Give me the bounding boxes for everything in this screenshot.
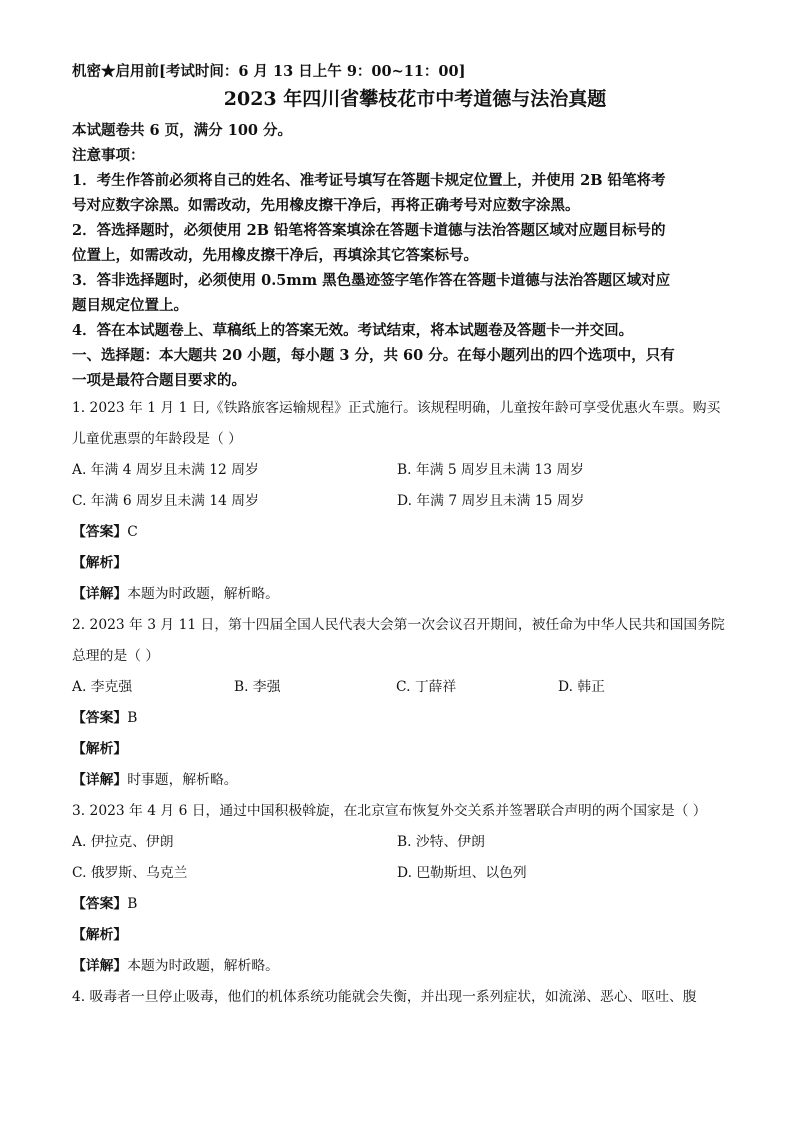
options-row [72,455,722,486]
option-a: A. 年满 4 周岁且未满 12 周岁 [72,462,259,478]
option-d: D. 巴勒斯坦、以色列 [397,865,527,881]
answer-value: B [127,896,138,912]
analysis-line [72,920,722,951]
note-1-line-2: 号对应数字涂黑。如需改动，先用橡皮擦干净后，再将正确考号对应数字涂黑。 [72,197,580,214]
detail-text: 时事题，解析略。 [127,772,238,788]
options-row [72,486,722,517]
note-2-line-2: 位置上，如需改动，先用橡皮擦干净后，再填涂其它答案标号。 [72,247,478,264]
option-a: A. 伊拉克、伊朗 [72,834,174,850]
analysis-label: 【解析】 [72,741,128,757]
answer-line [72,517,722,548]
option-b: B. 李强 [234,679,281,695]
detail-label: 【详解】 [72,772,128,788]
option-b: B. 年满 5 周岁且未满 13 周岁 [397,462,584,478]
notice-title: 注意事项： [72,147,145,164]
option-a: A. 李克强 [72,679,133,695]
options-row [72,827,722,858]
detail-line [72,765,722,796]
note-3-line-1: 3．答非选择题时，必须使用 0.5mm 黑色墨迹签字笔作答在答题卡道德与法治答题区域对应 [72,272,671,289]
option-c: C. 俄罗斯、乌克兰 [72,865,188,881]
detail-text: 本题为时政题，解析略。 [127,958,279,974]
confidential-header: 机密★启用前[考试时间：6 月 13 日上午 9：00~11：00] [72,63,466,80]
answer-line [72,703,722,734]
detail-text: 本题为时政题，解析略。 [127,586,279,602]
question-stem-line-1: 2. 2023 年 3 月 11 日，第十四届全国人民代表大会第一次会议召开期间，被任命为中华人民共和国国务院 [72,617,725,633]
option-d: D. 韩正 [558,679,605,695]
question-stem-line-1: 4. 吸毒者一旦停止吸毒，他们的机体系统功能就会失衡，并出现一系列症状，如流涕、恶心、呕吐、腹 [72,989,697,1005]
question-4 [72,982,722,1013]
question-1 [72,393,722,610]
answer-value: B [127,710,138,726]
detail-label: 【详解】 [72,958,128,974]
answer-label: 【答案】 [72,524,128,540]
note-1-line-1: 1．考生作答前必须将自己的姓名、准考证号填写在答题卡规定位置上，并使用 2B 铅笔将考 [72,172,666,189]
analysis-line [72,734,722,765]
question-stem-line-2: 总理的是（ ） [72,648,160,664]
question-stem-line-1: 3. 2023 年 4 月 6 日，通过中国积极斡旋，在北京宣布恢复外交关系并签署联合声明的两个国家是（ ） [72,803,707,819]
option-d: D. 年满 7 周岁且未满 15 周岁 [397,493,585,509]
answer-line [72,889,722,920]
question-2 [72,610,725,796]
analysis-line [72,548,722,579]
question-stem-line-1: 1. 2023 年 1 月 1 日,《铁路旅客运输规程》正式施行。该规程明确，儿童按年龄可享受优惠火车票。购买 [72,400,721,416]
exam-page [72,60,725,1013]
question-3 [72,796,722,982]
note-2-line-1: 2．答选择题时，必须使用 2B 铅笔将答案填涂在答题卡道德与法治答题区域对应题目标号的 [72,222,666,239]
answer-label: 【答案】 [72,710,128,726]
option-b: B. 沙特、伊朗 [397,834,485,850]
page-title: 2023 年四川省攀枝花市中考道德与法治真题 [223,88,607,110]
detail-line [72,579,722,610]
options-row [72,858,722,889]
section-heading-line-2: 一项是最符合题目要求的。 [72,372,246,389]
note-4: 4．答在本试题卷上、草稿纸上的答案无效。考试结束，将本试题卷及答题卡一并交回。 [72,322,634,339]
option-c: C. 年满 6 周岁且未满 14 周岁 [72,493,259,509]
answer-label: 【答案】 [72,896,128,912]
detail-label: 【详解】 [72,586,128,602]
detail-line [72,951,722,982]
options-row [72,672,722,703]
analysis-label: 【解析】 [72,555,128,571]
analysis-label: 【解析】 [72,927,128,943]
note-3-line-2: 题目规定位置上。 [72,297,188,314]
option-c: C. 丁薛祥 [396,679,457,695]
page-count-note: 本试题卷共 6 页，满分 100 分。 [72,122,293,139]
answer-value: C [127,524,138,540]
section-heading-line-1: 一、选择题：本大题共 20 小题，每小题 3 分，共 60 分。在每小题列出的四个选项中，只有 [72,347,675,364]
question-stem-line-2: 儿童优惠票的年龄段是（ ） [72,431,242,447]
